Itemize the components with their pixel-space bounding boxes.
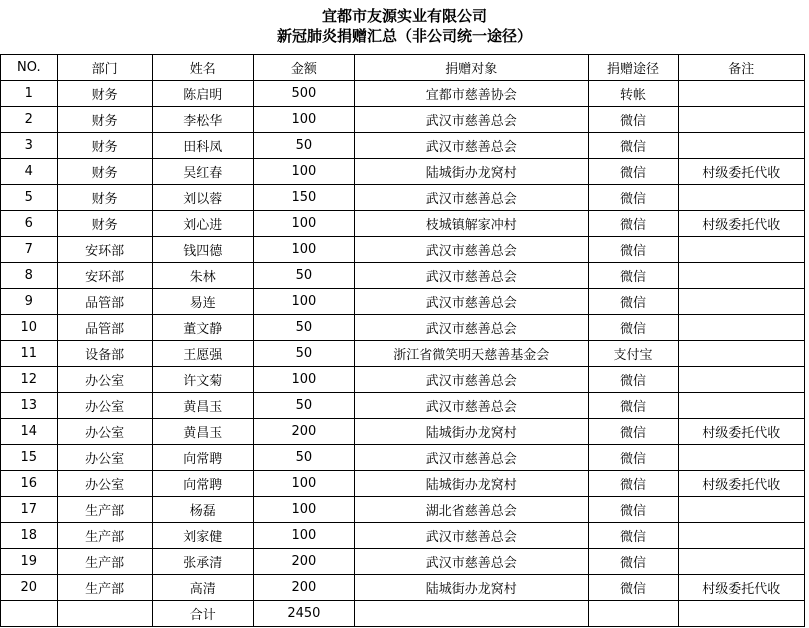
cell-remarks[interactable] xyxy=(678,315,804,341)
cell-department[interactable]: 品管部 xyxy=(57,315,152,341)
cell-method[interactable]: 微信 xyxy=(588,315,678,341)
cell-no[interactable]: 11 xyxy=(1,341,58,367)
cell-remarks[interactable]: 村级委托代收 xyxy=(678,419,804,445)
header-row xyxy=(1,55,805,81)
cell-remarks[interactable] xyxy=(678,393,804,419)
cell-amount[interactable]: 100 xyxy=(253,237,354,263)
cell-amount[interactable]: 150 xyxy=(253,185,354,211)
empty-cell[interactable] xyxy=(354,601,588,627)
cell-remarks[interactable] xyxy=(678,289,804,315)
cell-method[interactable]: 微信 xyxy=(588,367,678,393)
total-row xyxy=(1,601,805,627)
empty-cell[interactable] xyxy=(588,601,678,627)
cell-department[interactable]: 安环部 xyxy=(57,263,152,289)
table-row xyxy=(1,159,805,185)
header-cell-remarks[interactable]: 备注 xyxy=(678,55,804,81)
cell-no[interactable]: 16 xyxy=(1,471,58,497)
empty-cell[interactable] xyxy=(678,601,804,627)
cell-no[interactable]: 8 xyxy=(1,263,58,289)
cell-method[interactable]: 微信 xyxy=(588,133,678,159)
cell-method[interactable]: 微信 xyxy=(588,107,678,133)
cell-method[interactable]: 支付宝 xyxy=(588,341,678,367)
cell-no[interactable]: 14 xyxy=(1,419,58,445)
cell-amount[interactable]: 50 xyxy=(253,315,354,341)
cell-name[interactable]: 向常聘 xyxy=(152,471,253,497)
cell-name[interactable]: 钱四德 xyxy=(152,237,253,263)
cell-name[interactable]: 刘以蓉 xyxy=(152,185,253,211)
cell-amount[interactable]: 100 xyxy=(253,289,354,315)
cell-no[interactable]: 6 xyxy=(1,211,58,237)
cell-no[interactable]: 9 xyxy=(1,289,58,315)
cell-department[interactable]: 财务 xyxy=(57,159,152,185)
table-row xyxy=(1,471,805,497)
cell-name[interactable]: 陈启明 xyxy=(152,81,253,107)
donation-table xyxy=(0,54,805,627)
total-label[interactable]: 合计 xyxy=(152,601,253,627)
cell-method[interactable]: 微信 xyxy=(588,445,678,471)
table-row xyxy=(1,315,805,341)
cell-no[interactable]: 19 xyxy=(1,549,58,575)
cell-recipient[interactable]: 武汉市慈善总会 xyxy=(354,107,588,133)
table-row xyxy=(1,497,805,523)
cell-amount[interactable]: 200 xyxy=(253,549,354,575)
cell-recipient[interactable]: 武汉市慈善总会 xyxy=(354,263,588,289)
cell-name[interactable]: 王愿强 xyxy=(152,341,253,367)
cell-department[interactable]: 品管部 xyxy=(57,289,152,315)
cell-department[interactable]: 财务 xyxy=(57,185,152,211)
cell-name[interactable]: 高清 xyxy=(152,575,253,601)
cell-no[interactable]: 4 xyxy=(1,159,58,185)
table-title-subtitle: 新冠肺炎捐赠汇总（非公司统一途径） xyxy=(276,27,532,45)
cell-method[interactable]: 微信 xyxy=(588,419,678,445)
cell-no[interactable]: 13 xyxy=(1,393,58,419)
cell-name[interactable]: 董文静 xyxy=(152,315,253,341)
table-row xyxy=(1,393,805,419)
empty-cell[interactable] xyxy=(1,601,58,627)
cell-method[interactable]: 微信 xyxy=(588,185,678,211)
cell-name[interactable]: 田科凤 xyxy=(152,133,253,159)
cell-department[interactable]: 财务 xyxy=(57,81,152,107)
cell-name[interactable]: 张承清 xyxy=(152,549,253,575)
cell-amount[interactable]: 100 xyxy=(253,159,354,185)
cell-remarks[interactable]: 村级委托代收 xyxy=(678,211,804,237)
cell-name[interactable]: 刘家健 xyxy=(152,523,253,549)
table-row xyxy=(1,367,805,393)
table-row xyxy=(1,523,805,549)
cell-name[interactable]: 许文菊 xyxy=(152,367,253,393)
table-row xyxy=(1,81,805,107)
cell-recipient[interactable]: 枝城镇解家冲村 xyxy=(354,211,588,237)
cell-department[interactable]: 安环部 xyxy=(57,237,152,263)
cell-amount[interactable]: 200 xyxy=(253,419,354,445)
cell-recipient[interactable]: 武汉市慈善总会 xyxy=(354,367,588,393)
cell-amount[interactable]: 50 xyxy=(253,263,354,289)
cell-name[interactable]: 杨磊 xyxy=(152,497,253,523)
cell-department[interactable]: 办公室 xyxy=(57,367,152,393)
cell-department[interactable]: 办公室 xyxy=(57,419,152,445)
cell-recipient[interactable]: 武汉市慈善总会 xyxy=(354,393,588,419)
cell-remarks[interactable] xyxy=(678,341,804,367)
cell-method[interactable]: 微信 xyxy=(588,523,678,549)
cell-remarks[interactable] xyxy=(678,185,804,211)
cell-no[interactable]: 18 xyxy=(1,523,58,549)
cell-name[interactable]: 吴红春 xyxy=(152,159,253,185)
cell-remarks[interactable] xyxy=(678,263,804,289)
cell-recipient[interactable]: 武汉市慈善总会 xyxy=(354,133,588,159)
cell-name[interactable]: 朱林 xyxy=(152,263,253,289)
cell-method[interactable]: 转帐 xyxy=(588,81,678,107)
cell-amount[interactable]: 100 xyxy=(253,107,354,133)
cell-method[interactable]: 微信 xyxy=(588,289,678,315)
cell-recipient[interactable]: 武汉市慈善总会 xyxy=(354,237,588,263)
cell-recipient[interactable]: 武汉市慈善总会 xyxy=(354,185,588,211)
cell-no[interactable]: 12 xyxy=(1,367,58,393)
cell-no[interactable]: 2 xyxy=(1,107,58,133)
table-row xyxy=(1,575,805,601)
cell-department[interactable]: 财务 xyxy=(57,211,152,237)
cell-no[interactable]: 3 xyxy=(1,133,58,159)
cell-remarks[interactable] xyxy=(678,445,804,471)
table-row xyxy=(1,107,805,133)
cell-recipient[interactable]: 武汉市慈善总会 xyxy=(354,549,588,575)
table-title-company: 宜都市友源实业有限公司 xyxy=(321,7,487,25)
header-cell-method[interactable]: 捐赠途径 xyxy=(588,55,678,81)
cell-method[interactable]: 微信 xyxy=(588,497,678,523)
table-row xyxy=(1,341,805,367)
cell-amount[interactable]: 200 xyxy=(253,575,354,601)
header-cell-recipient[interactable]: 捐赠对象 xyxy=(354,55,588,81)
total-amount[interactable]: 2450 xyxy=(253,601,354,627)
cell-remarks[interactable] xyxy=(678,237,804,263)
cell-department[interactable]: 设备部 xyxy=(57,341,152,367)
cell-recipient[interactable]: 宜都市慈善协会 xyxy=(354,81,588,107)
cell-no[interactable]: 5 xyxy=(1,185,58,211)
cell-amount[interactable]: 500 xyxy=(253,81,354,107)
cell-recipient[interactable]: 浙江省微笑明天慈善基金会 xyxy=(354,341,588,367)
cell-method[interactable]: 微信 xyxy=(588,549,678,575)
table-row xyxy=(1,289,805,315)
cell-name[interactable]: 易连 xyxy=(152,289,253,315)
cell-amount[interactable]: 100 xyxy=(253,471,354,497)
cell-name[interactable]: 刘心进 xyxy=(152,211,253,237)
cell-remarks[interactable] xyxy=(678,523,804,549)
cell-method[interactable]: 微信 xyxy=(588,393,678,419)
cell-method[interactable]: 微信 xyxy=(588,263,678,289)
cell-remarks[interactable] xyxy=(678,81,804,107)
cell-method[interactable]: 微信 xyxy=(588,237,678,263)
table-row xyxy=(1,419,805,445)
cell-method[interactable]: 微信 xyxy=(588,471,678,497)
cell-no[interactable]: 17 xyxy=(1,497,58,523)
table-row xyxy=(1,185,805,211)
cell-no[interactable]: 20 xyxy=(1,575,58,601)
cell-amount[interactable]: 50 xyxy=(253,341,354,367)
cell-amount[interactable]: 50 xyxy=(253,133,354,159)
cell-department[interactable]: 生产部 xyxy=(57,575,152,601)
cell-remarks[interactable] xyxy=(678,107,804,133)
table-row xyxy=(1,133,805,159)
cell-department[interactable]: 生产部 xyxy=(57,523,152,549)
cell-remarks[interactable] xyxy=(678,367,804,393)
cell-method[interactable]: 微信 xyxy=(588,159,678,185)
cell-name[interactable]: 李松华 xyxy=(152,107,253,133)
cell-department[interactable]: 生产部 xyxy=(57,549,152,575)
cell-amount[interactable]: 100 xyxy=(253,497,354,523)
table-row xyxy=(1,263,805,289)
cell-amount[interactable]: 100 xyxy=(253,211,354,237)
cell-remarks[interactable] xyxy=(678,549,804,575)
cell-no[interactable]: 10 xyxy=(1,315,58,341)
cell-remarks[interactable]: 村级委托代收 xyxy=(678,159,804,185)
cell-remarks[interactable] xyxy=(678,497,804,523)
cell-recipient[interactable]: 陆城街办龙窝村 xyxy=(354,471,588,497)
cell-remarks[interactable]: 村级委托代收 xyxy=(678,575,804,601)
header-cell-department[interactable]: 部门 xyxy=(57,55,152,81)
table-row xyxy=(1,211,805,237)
cell-remarks[interactable]: 村级委托代收 xyxy=(678,471,804,497)
cell-no[interactable]: 7 xyxy=(1,237,58,263)
cell-name[interactable]: 向常聘 xyxy=(152,445,253,471)
table-row xyxy=(1,237,805,263)
empty-cell[interactable] xyxy=(57,601,152,627)
cell-amount[interactable]: 50 xyxy=(253,393,354,419)
cell-department[interactable]: 生产部 xyxy=(57,497,152,523)
cell-recipient[interactable]: 湖北省慈善总会 xyxy=(354,497,588,523)
cell-department[interactable]: 财务 xyxy=(57,107,152,133)
cell-recipient[interactable]: 武汉市慈善总会 xyxy=(354,445,588,471)
table-row xyxy=(1,549,805,575)
cell-department[interactable]: 财务 xyxy=(57,133,152,159)
cell-department[interactable]: 办公室 xyxy=(57,471,152,497)
header-cell-no[interactable]: NO. xyxy=(1,55,58,81)
cell-name[interactable]: 黄昌玉 xyxy=(152,419,253,445)
header-cell-name[interactable]: 姓名 xyxy=(152,55,253,81)
cell-department[interactable]: 办公室 xyxy=(57,393,152,419)
cell-department[interactable]: 办公室 xyxy=(57,445,152,471)
cell-method[interactable]: 微信 xyxy=(588,575,678,601)
cell-recipient[interactable]: 陆城街办龙窝村 xyxy=(354,159,588,185)
cell-amount[interactable]: 50 xyxy=(253,445,354,471)
cell-no[interactable]: 1 xyxy=(1,81,58,107)
cell-amount[interactable]: 100 xyxy=(253,523,354,549)
cell-recipient[interactable]: 武汉市慈善总会 xyxy=(354,523,588,549)
cell-remarks[interactable] xyxy=(678,133,804,159)
cell-recipient[interactable]: 陆城街办龙窝村 xyxy=(354,419,588,445)
header-cell-amount[interactable]: 金额 xyxy=(253,55,354,81)
cell-recipient[interactable]: 武汉市慈善总会 xyxy=(354,315,588,341)
cell-recipient[interactable]: 武汉市慈善总会 xyxy=(354,289,588,315)
cell-method[interactable]: 微信 xyxy=(588,211,678,237)
cell-no[interactable]: 15 xyxy=(1,445,58,471)
cell-name[interactable]: 黄昌玉 xyxy=(152,393,253,419)
cell-amount[interactable]: 100 xyxy=(253,367,354,393)
cell-recipient[interactable]: 陆城街办龙窝村 xyxy=(354,575,588,601)
table-row xyxy=(1,445,805,471)
